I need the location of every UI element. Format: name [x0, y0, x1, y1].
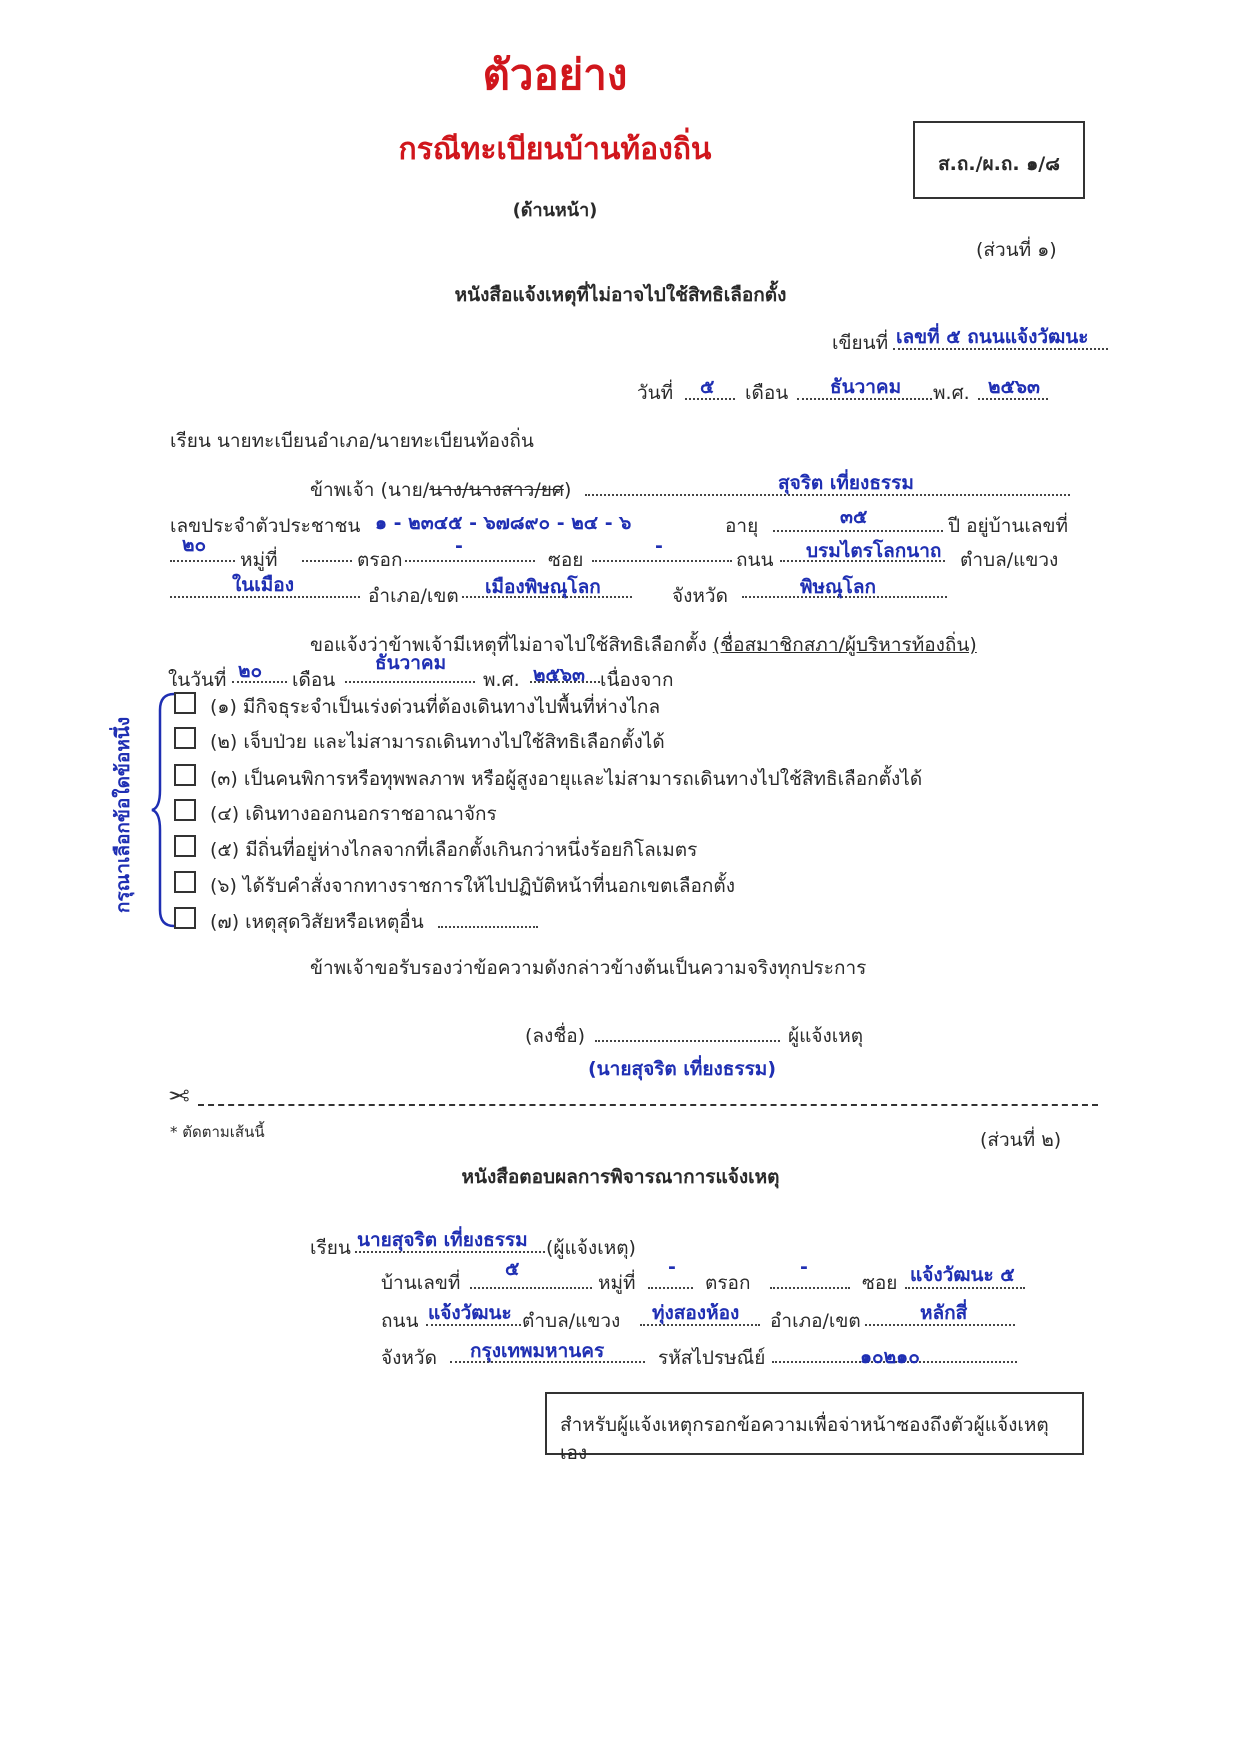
- reply-road-line: [426, 1324, 521, 1326]
- cut-line: [198, 1104, 1098, 1106]
- subdistrict-line: [170, 596, 360, 598]
- part1-title: หนังสือแจ้งเหตุที่ไม่อาจไปใช้สิทธิเลือกตั้ง: [454, 284, 787, 306]
- subdistrict-label: ตำบล/แขวง: [960, 549, 1059, 571]
- year-line: [978, 398, 1048, 400]
- month-value: ธันวาคม: [830, 376, 902, 398]
- reply-moo-value: -: [668, 1256, 676, 1278]
- reply-moo-label: หมู่ที่: [598, 1272, 636, 1294]
- moo-line: [302, 560, 352, 562]
- on-month-label: เดือน: [292, 669, 336, 691]
- on-month-value: ธันวาคม: [375, 652, 447, 674]
- reason-5: (๕) มีถิ่นที่อยู่ห่างไกลจากที่เลือกตั้งเกินกว่าหนึ่งร้อยกิโลเมตร: [210, 839, 698, 861]
- part1-label: (ส่วนที่ ๑): [976, 239, 1057, 261]
- written-at-label: เขียนที่: [832, 332, 889, 354]
- signature-role: ผู้แจ้งเหตุ: [788, 1025, 864, 1047]
- document-subtitle: กรณีทะเบียนบ้านท้องถิ่น: [398, 132, 712, 167]
- choose-one-note: กรุณาเลือกข้อใดข้อหนึ่ง: [112, 716, 134, 914]
- reply-road-label: ถนน: [381, 1310, 419, 1332]
- id-label: เลขประจำตัวประชาชน: [170, 515, 361, 537]
- reason-4: (๔) เดินทางออกนอกราชอาณาจักร: [210, 803, 497, 825]
- written-at-line: [893, 348, 1108, 350]
- form-code: ส.ถ./ผ.ถ. ๑/๘: [938, 153, 1060, 175]
- sample-title: ตัวอย่าง: [482, 50, 628, 99]
- on-year-value: ๒๕๖๓: [533, 664, 585, 686]
- reason-6-checkbox[interactable]: [174, 871, 196, 893]
- reply-postcode-value: ๑๐๒๑๐: [860, 1346, 920, 1368]
- date-line: [685, 398, 735, 400]
- scissors-icon: ✂: [168, 1082, 190, 1112]
- reply-house-line: [470, 1287, 592, 1289]
- iam-prefix: ข้าพเจ้า (นาย/: [310, 479, 430, 501]
- soi-label: ซอย: [548, 549, 584, 571]
- district-value: เมืองพิษณุโลก: [485, 576, 601, 598]
- reason-5-checkbox[interactable]: [174, 835, 196, 857]
- form-code-box: [913, 121, 1085, 199]
- reply-house-value: ๕: [505, 1258, 520, 1280]
- year-label: พ.ศ.: [933, 382, 970, 404]
- reason-2-checkbox[interactable]: [174, 727, 196, 749]
- signature-line: [595, 1040, 780, 1042]
- reply-to-value: นายสุจริต เที่ยงธรรม: [357, 1229, 528, 1251]
- on-month-line: [345, 681, 475, 683]
- reason-1-checkbox[interactable]: [174, 692, 196, 714]
- reply-house-label: บ้านเลขที่: [381, 1272, 461, 1294]
- name-value: สุจริต เที่ยงธรรม: [778, 472, 914, 494]
- reply-trok-value: -: [800, 1256, 808, 1278]
- reply-to-label: เรียน: [310, 1237, 351, 1259]
- envelope-note-line1: สำหรับผู้แจ้งเหตุกรอกข้อความเพื่อจ่าหน้าซองถึงตัวผู้แจ้งเหตุ: [560, 1414, 1049, 1436]
- reason-2: (๒) เจ็บป่วย และไม่สามารถเดินทางไปใช้สิทธิเลือกตั้งได้: [210, 731, 665, 753]
- trok-line: [405, 560, 535, 562]
- reply-subdistrict-label: ตำบล/แขวง: [522, 1310, 621, 1332]
- reply-to-line: [355, 1251, 545, 1253]
- signer-name: (นายสุจริต เที่ยงธรรม): [588, 1058, 777, 1080]
- on-day-line: [232, 681, 287, 683]
- trok-value: -: [455, 535, 463, 557]
- reply-moo-line: [648, 1287, 693, 1289]
- soi-line: [592, 560, 732, 562]
- part2-label: (ส่วนที่ ๒): [980, 1129, 1062, 1151]
- road-label: ถนน: [736, 549, 774, 571]
- on-day-value: ๒๐: [238, 660, 263, 682]
- id-value: ๑ - ๒๓๔๕ - ๖๗๘๙๐ - ๒๔ - ๖: [375, 512, 632, 534]
- certification-text: ข้าพเจ้าขอรับรองว่าข้อความดังกล่าวข้างต้นเป็นความจริงทุกประการ: [310, 957, 867, 979]
- iam-struck-titles: นาง/นางสาว/ยศ: [429, 479, 564, 501]
- reply-subdistrict-value: ทุ่งสองห้อง: [652, 1302, 740, 1324]
- addressee-line: เรียน นายทะเบียนอำเภอ/นายทะเบียนท้องถิ่น: [170, 430, 534, 452]
- iam-line: [310, 475, 571, 505]
- district-label: อำเภอ/เขต: [368, 585, 459, 607]
- notify-prefix: ขอแจ้งว่าข้าพเจ้ามีเหตุที่ไม่อาจไปใช้สิทธิเลือกตั้ง: [310, 634, 707, 656]
- age-label: อายุ: [725, 515, 759, 537]
- on-day-label: ในวันที่: [168, 669, 227, 691]
- reply-subdistrict-line: [640, 1324, 760, 1326]
- reason-3-checkbox[interactable]: [174, 764, 196, 786]
- house-no-line: [170, 560, 235, 562]
- subdistrict-value: ในเมือง: [232, 574, 294, 596]
- month-line: [797, 398, 932, 400]
- written-at-value: เลขที่ ๕ ถนนแจ้งวัฒนะ: [896, 326, 1089, 348]
- notify-struck-office: (ชื่อสมาชิกสภา/ผู้บริหารท้องถิ่น): [712, 634, 977, 656]
- reason-4-checkbox[interactable]: [174, 799, 196, 821]
- reply-province-label: จังหวัด: [381, 1347, 437, 1369]
- reason-7: (๗) เหตุสุดวิสัยหรือเหตุอื่น: [210, 911, 424, 933]
- reply-district-value: หลักสี่: [920, 1302, 968, 1324]
- reason-7-checkbox[interactable]: [174, 907, 196, 929]
- trok-label: ตรอก: [357, 549, 403, 571]
- reply-road-value: แจ้งวัฒนะ: [428, 1302, 512, 1324]
- iam-suffix: ): [563, 479, 572, 501]
- part2-title: หนังสือตอบผลการพิจารณาการแจ้งเหตุ: [461, 1166, 780, 1188]
- date-value: ๕: [700, 376, 715, 398]
- reply-soi-label: ซอย: [862, 1272, 898, 1294]
- reply-trok-line: [770, 1287, 850, 1289]
- reply-postcode-label: รหัสไปรษณีย์: [658, 1347, 766, 1369]
- soi-value: -: [655, 535, 663, 557]
- reply-trok-label: ตรอก: [705, 1272, 751, 1294]
- reply-district-label: อำเภอ/เขต: [770, 1310, 861, 1332]
- date-label: วันที่: [637, 382, 674, 404]
- age-unit: ปี อยู่บ้านเลขที่: [948, 515, 1069, 537]
- province-value: พิษณุโลก: [800, 576, 877, 598]
- cut-note: * ตัดตามเส้นนี้: [170, 1123, 265, 1141]
- road-value: บรมไตรโลกนาถ: [806, 540, 942, 562]
- province-label: จังหวัด: [672, 585, 728, 607]
- age-value: ๓๕: [840, 506, 868, 528]
- front-side-label: (ด้านหน้า): [512, 200, 598, 221]
- moo-label: หมู่ที่: [240, 549, 278, 571]
- reason-6: (๖) ได้รับคำสั่งจากทางราชการให้ไปปฏิบัติหน้าที่นอกเขตเลือกตั้ง: [210, 875, 735, 897]
- signature-label: (ลงชื่อ): [525, 1025, 586, 1047]
- month-label: เดือน: [745, 382, 789, 404]
- reason-1: (๑) มีกิจธุระจำเป็นเร่งด่วนที่ต้องเดินทางไปพื้นที่ห่างไกล: [210, 696, 661, 718]
- because-label: เนื่องจาก: [600, 669, 674, 691]
- on-year-label: พ.ศ.: [483, 669, 520, 691]
- house-no-value: ๒๐: [182, 534, 207, 556]
- on-year-line: [530, 681, 600, 683]
- reply-soi-value: แจ้งวัฒนะ ๕: [910, 1264, 1015, 1286]
- reply-to-suffix: (ผู้แจ้งเหตุ): [546, 1237, 636, 1259]
- year-value: ๒๕๖๓: [988, 376, 1040, 398]
- reply-province-value: กรุงเทพมหานคร: [470, 1340, 605, 1362]
- reason-3: (๓) เป็นคนพิการหรือทุพพลภาพ หรือผู้สูงอายุและไม่สามารถเดินทางไปใช้สิทธิเลือกตั้งได้: [210, 768, 923, 790]
- envelope-note-line2: เอง: [560, 1442, 588, 1464]
- reason-7-line: [438, 926, 538, 928]
